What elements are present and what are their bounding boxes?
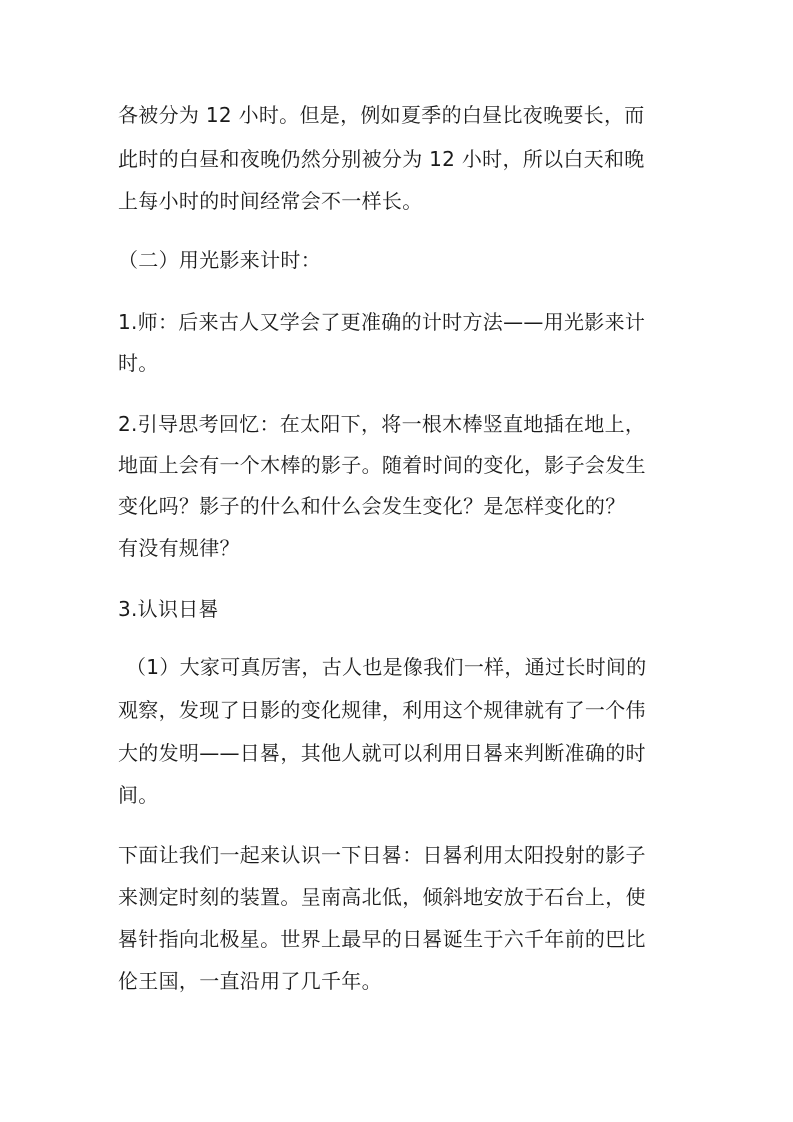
- text-line: 间。: [118, 783, 159, 807]
- text-line: 1.师：后来古人又学会了更准确的计时方法——用光影来计: [118, 310, 646, 334]
- text-line: 有没有规律？: [118, 536, 240, 560]
- text-line: 上每小时的时间经常会不一样长。: [118, 189, 423, 213]
- text-line: 3.认识日晷: [118, 597, 219, 621]
- text-line: 变化吗？影子的什么和什么会发生变化？是怎样变化的？: [118, 494, 626, 518]
- text-line: 观察，发现了日影的变化规律，利用这个规律就有了一个伟: [118, 698, 646, 722]
- text-line: 地面上会有一个木棒的影子。随着时间的变化，影子会发生: [118, 453, 646, 477]
- text-line: （二）用光影来计时：: [118, 248, 321, 272]
- text-line: （1）大家可真厉害，古人也是像我们一样，通过长时间的: [126, 655, 647, 679]
- text-line: 大的发明——日晷，其他人就可以利用日晷来判断准确的时: [118, 741, 646, 765]
- text-line: 此时的白昼和夜晚仍然分别被分为 12 小时，所以白天和晚: [118, 147, 645, 171]
- text-line: 晷针指向北极星。世界上最早的日晷诞生于六千年前的巴比: [118, 927, 646, 951]
- text-line: 下面让我们一起来认识一下日晷：日晷利用太阳投射的影子: [118, 843, 646, 867]
- text-line: 各被分为 12 小时。但是，例如夏季的白昼比夜晚要长，而: [118, 103, 645, 127]
- text-line: 2.引导思考回忆：在太阳下，将一根木棒竖直地插在地上，: [118, 412, 646, 436]
- text-line: 伦王国，一直沿用了几千年。: [118, 969, 382, 993]
- text-line: 时。: [118, 351, 159, 375]
- text-line: 来测定时刻的装置。呈南高北低，倾斜地安放于石台上，使: [118, 885, 646, 909]
